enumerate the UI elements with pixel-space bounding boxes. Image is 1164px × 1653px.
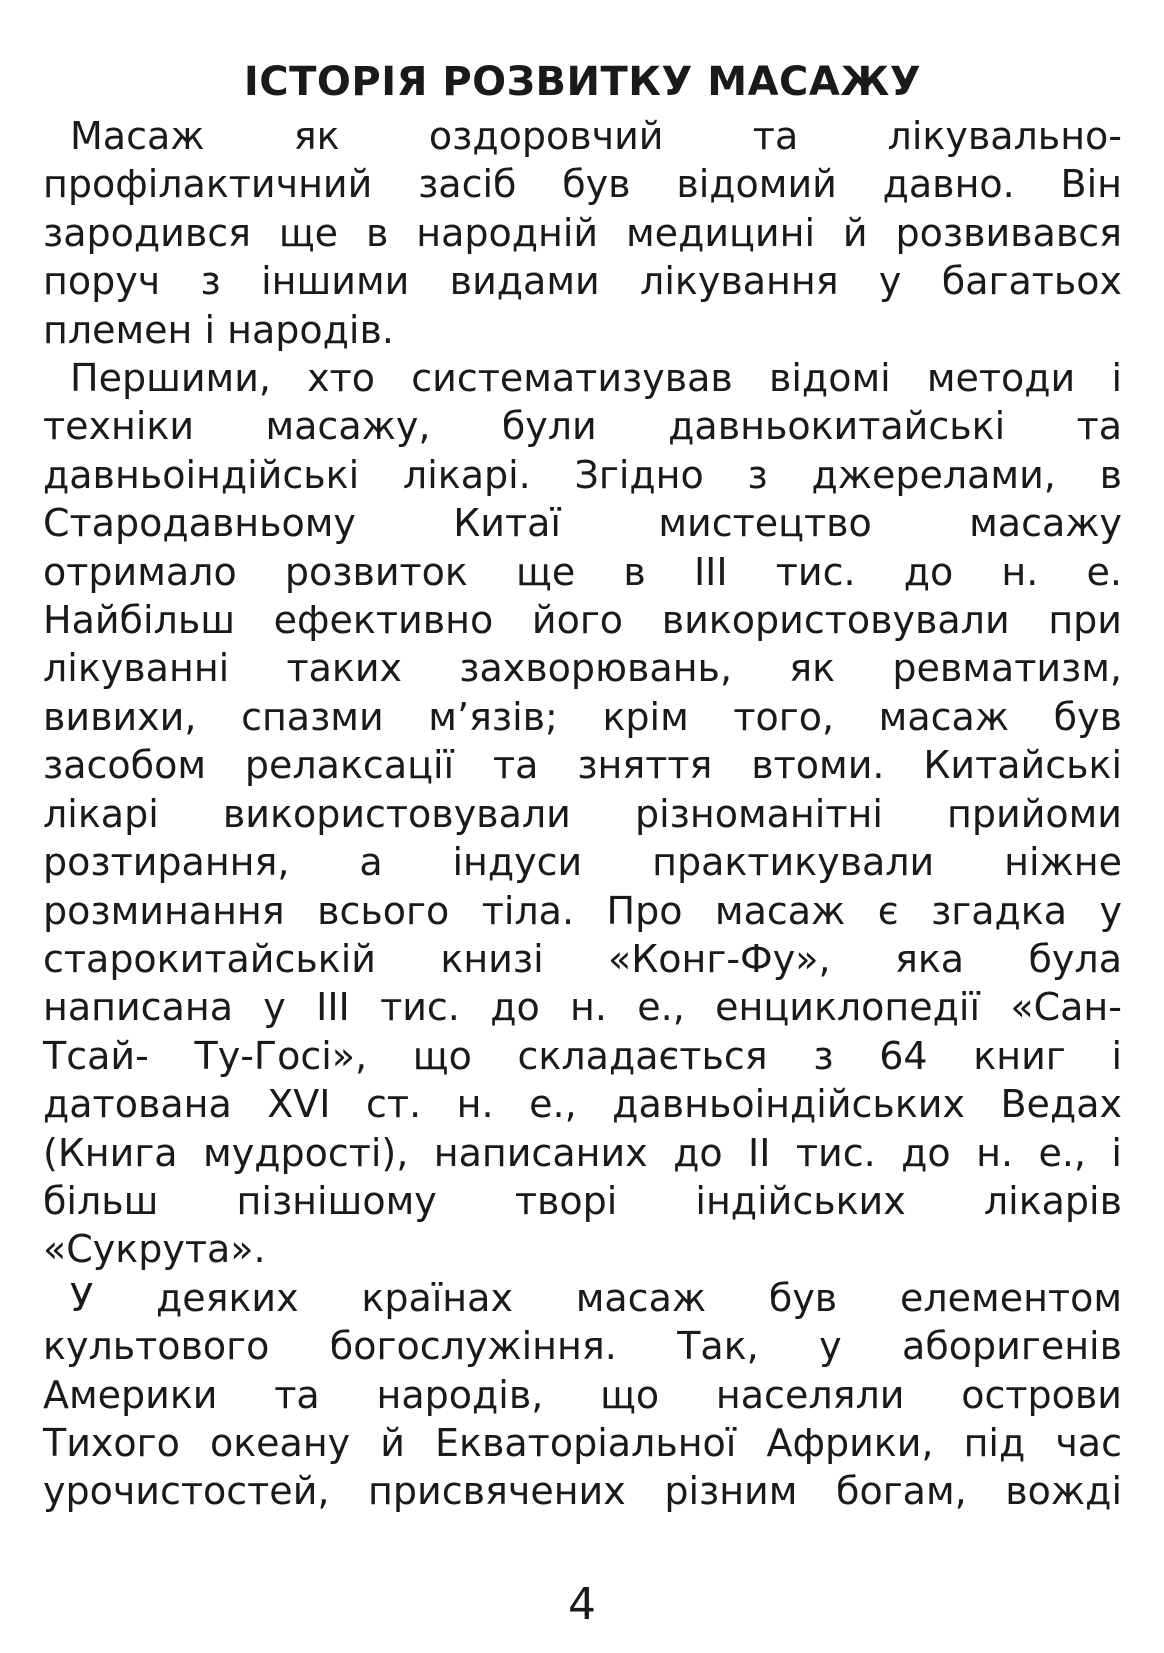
paragraph-1: [43, 112, 1122, 354]
text-line: Америки та народів, що населяли острови: [43, 1372, 1122, 1417]
text-line: Найбільш ефективно його використовували при: [43, 598, 1122, 643]
text-line: Стародавньому Китаї мистецтво масажу: [43, 501, 1122, 546]
text-line: «Сукрута».: [43, 1227, 266, 1272]
text-line: розтирання, а індуси практикували ніжне: [43, 840, 1122, 885]
text-line: більш пізнішому творі індійських лікарів: [43, 1178, 1122, 1223]
page-content: [43, 52, 1122, 1516]
text-line: профілактичний засіб був відомий давно. Він: [43, 162, 1122, 207]
text-line: техніки масажу, були давньокитайські та: [43, 404, 1122, 449]
text-line: Тсай- Ту-Госі», що складається з 64 книг і: [43, 1033, 1122, 1078]
text-line: поруч з іншими видами лікування у багатьох: [43, 259, 1122, 304]
paragraph-3: [43, 1274, 1122, 1516]
text-line: вивихи, спазми м’язів; крім того, масаж був: [43, 694, 1122, 739]
text-line: написана у III тис. до н. е., енциклопедії «Сан-: [43, 985, 1122, 1030]
text-line: розминання всього тіла. Про масаж є згадка у: [43, 888, 1122, 933]
text-line: урочистостей, присвячених різним богам, вожді: [43, 1469, 1122, 1514]
page-number: 4: [568, 1579, 596, 1630]
text-line: датована XVI ст. н. е., давньоіндійських Ведах: [43, 1082, 1122, 1127]
text-line: У деяких країнах масаж був елементом: [70, 1275, 1122, 1320]
text-line: отримало розвиток ще в III тис. до н. е.: [43, 549, 1122, 594]
text-line: засобом релаксації та зняття втоми. Китайські: [43, 743, 1122, 788]
text-line: Масаж як оздоровчий та лікувально-: [70, 114, 1122, 158]
page-title: ІСТОРІЯ РОЗВИТКУ МАСАЖУ: [243, 59, 922, 105]
paragraph-2: [43, 354, 1122, 1274]
text-line: Тихого океану й Екваторіальної Африки, під час: [43, 1420, 1122, 1465]
text-line: давньоіндійські лікарі. Згідно з джерелами, в: [43, 452, 1122, 497]
text-line: культового богослужіння. Так, у аборигенів: [43, 1324, 1122, 1369]
text-line: племен і народів.: [43, 307, 394, 352]
text-line: старокитайській книзі «Конг-Фу», яка була: [43, 936, 1122, 981]
text-line: зародився ще в народній медицині й розвивався: [43, 210, 1122, 255]
text-line: лікуванні таких захворювань, як ревматизм,: [43, 646, 1122, 691]
text-line: (Книга мудрості), написаних до II тис. до н. е., і: [43, 1130, 1122, 1175]
text-line: Першими, хто систематизував відомі методи і: [70, 356, 1122, 401]
text-line: лікарі використовували різноманітні прийоми: [43, 791, 1122, 836]
